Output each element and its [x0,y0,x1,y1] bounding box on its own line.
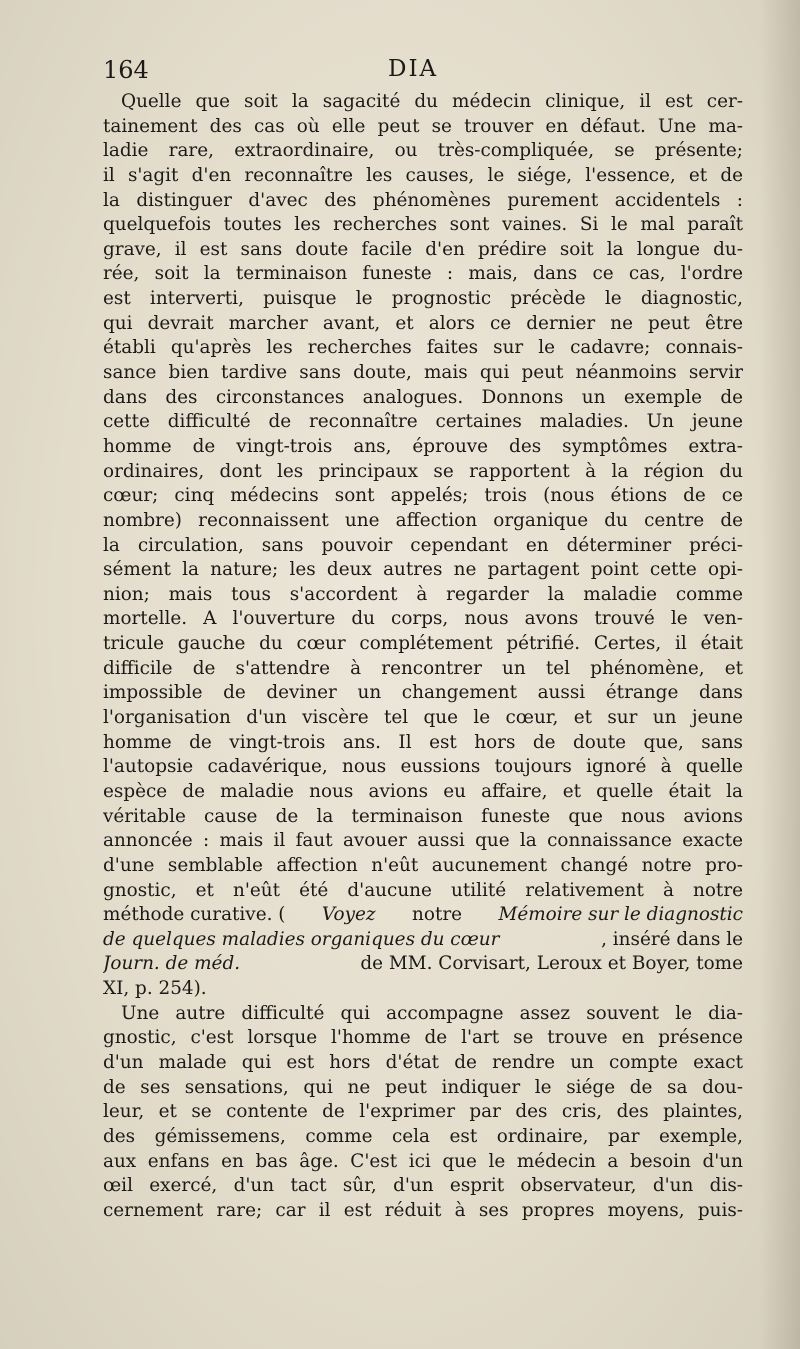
text-line: cernement rare; car il est réduit à ses propres moyens, puis- [103,1199,743,1221]
text-line: leur, et se contente de l'exprimer par des cris, des plaintes, [103,1101,743,1123]
text-line: établi qu'après les recherches faites sur le cadavre; connais- [103,337,743,359]
text-line: annoncée : mais il faut avouer aussi que la connaissance exacte [103,830,743,852]
citation-line [103,952,743,977]
text-line: est interverti, puisque le prognostic précède le diagnostic, [103,288,743,310]
text-line: ladie rare, extraordinaire, ou très-compliquée, se présente; [103,140,743,162]
text-line: nion; mais tous s'accordent à regarder la maladie comme [103,583,743,605]
text-line: cœur; cinq médecins sont appelés; trois (nous étions de ce [103,485,743,507]
text-line: gnostic, et n'eût été d'aucune utilité relativement à notre [103,879,743,901]
paragraph-1 [103,90,743,1002]
page-number: 164 [103,56,149,84]
text-line: il s'agit d'en reconnaître les causes, le siége, l'essence, et de [103,164,743,186]
citation-text: , inséré dans le [601,928,743,950]
citation-italic: Journ. de méd. [103,953,241,975]
text-line: gnostic, c'est lorsque l'homme de l'art se trouve en présence [103,1027,743,1049]
citation-line [103,928,743,953]
text-line: Une autre difficulté qui accompagne assez souvent le dia- [121,1002,743,1024]
text-line: qui devrait marcher avant, et alors ce dernier ne peut être [103,312,743,334]
text-line: homme de vingt-trois ans. Il est hors de doute que, sans [103,731,743,753]
citation-italic: Voyez [321,904,376,926]
text-line: Quelle que soit la sagacité du médecin clinique, il est cer- [121,91,743,112]
body-text [103,90,743,1223]
text-line: cette difficulté de reconnaître certaines maladies. Un jeune [103,411,743,433]
text-line: difficile de s'attendre à rencontrer un tel phénomène, et [103,657,743,679]
text-line: espèce de maladie nous avions eu affaire, et quelle était la [103,780,743,802]
text-line: véritable cause de la terminaison funeste que nous avions [103,805,743,827]
citation-line: XI, p. 254). [103,978,207,1000]
text-line: homme de vingt-trois ans, éprouve des symptômes extra- [103,435,743,457]
text-line: la circulation, sans pouvoir cependant en déterminer préci- [103,534,743,556]
citation-italic: Mémoire sur le diagnostic [498,904,743,926]
page-edge-shadow [760,0,800,1349]
text-line: tricule gauche du cœur complétement pétrifié. Certes, il était [103,633,743,655]
text-line: dans des circonstances analogues. Donnons un exemple de [103,386,743,408]
text-line: ordinaires, dont les principaux se rapportent à la région du [103,460,743,482]
running-head: DIA [388,56,439,82]
text-line: tainement des cas où elle peut se trouver en défaut. Une ma- [103,115,743,137]
text-line: la distinguer d'avec des phénomènes purement accidentels : [103,189,743,211]
text-line: sément la nature; les deux autres ne partagent point cette opi- [103,559,743,581]
text-line: l'organisation d'un viscère tel que le cœur, et sur un jeune [103,707,743,729]
text-line: d'une semblable affection n'eût aucunement changé notre pro- [103,854,743,876]
text-line: sance bien tardive sans doute, mais qui peut néanmoins servir [103,362,743,384]
text-line: grave, il est sans doute facile d'en prédire soit la longue du- [103,238,743,260]
text-line: aux enfans en bas âge. C'est ici que le médecin a besoin d'un [103,1150,743,1172]
text-line: impossible de deviner un changement aussi étrange dans [103,682,743,704]
text-line: de ses sensations, qui ne peut indiquer le siége de sa dou- [103,1076,743,1098]
citation-italic: de quelques maladies organiques du cœur [103,928,500,950]
text-line: des gémissemens, comme cela est ordinaire, par exemple, [103,1125,743,1147]
text-line: rée, soit la terminaison funeste : mais, dans ce cas, l'ordre [103,263,743,285]
text-line: d'un malade qui est hors d'état de rendre un compte exact [103,1051,743,1073]
text-line: l'autopsie cadavérique, nous eussions toujours ignoré à quelle [103,756,743,778]
paragraph-2 [103,1002,743,1224]
citation-text: notre [412,904,463,926]
citation-text: méthode curative. ( [103,904,286,926]
text-line: nombre) reconnaissent une affection organique du centre de [103,509,743,531]
text-line: quelquefois toutes les recherches sont vaines. Si le mal paraît [103,214,743,236]
text-line: mortelle. A l'ouverture du corps, nous avons trouvé le ven- [103,608,743,630]
citation-line [103,903,743,928]
citation-text: de MM. Corvisart, Leroux et Boyer, tome [360,953,743,975]
text-line: œil exercé, d'un tact sûr, d'un esprit observateur, d'un dis- [103,1175,743,1197]
page-header [103,56,743,86]
